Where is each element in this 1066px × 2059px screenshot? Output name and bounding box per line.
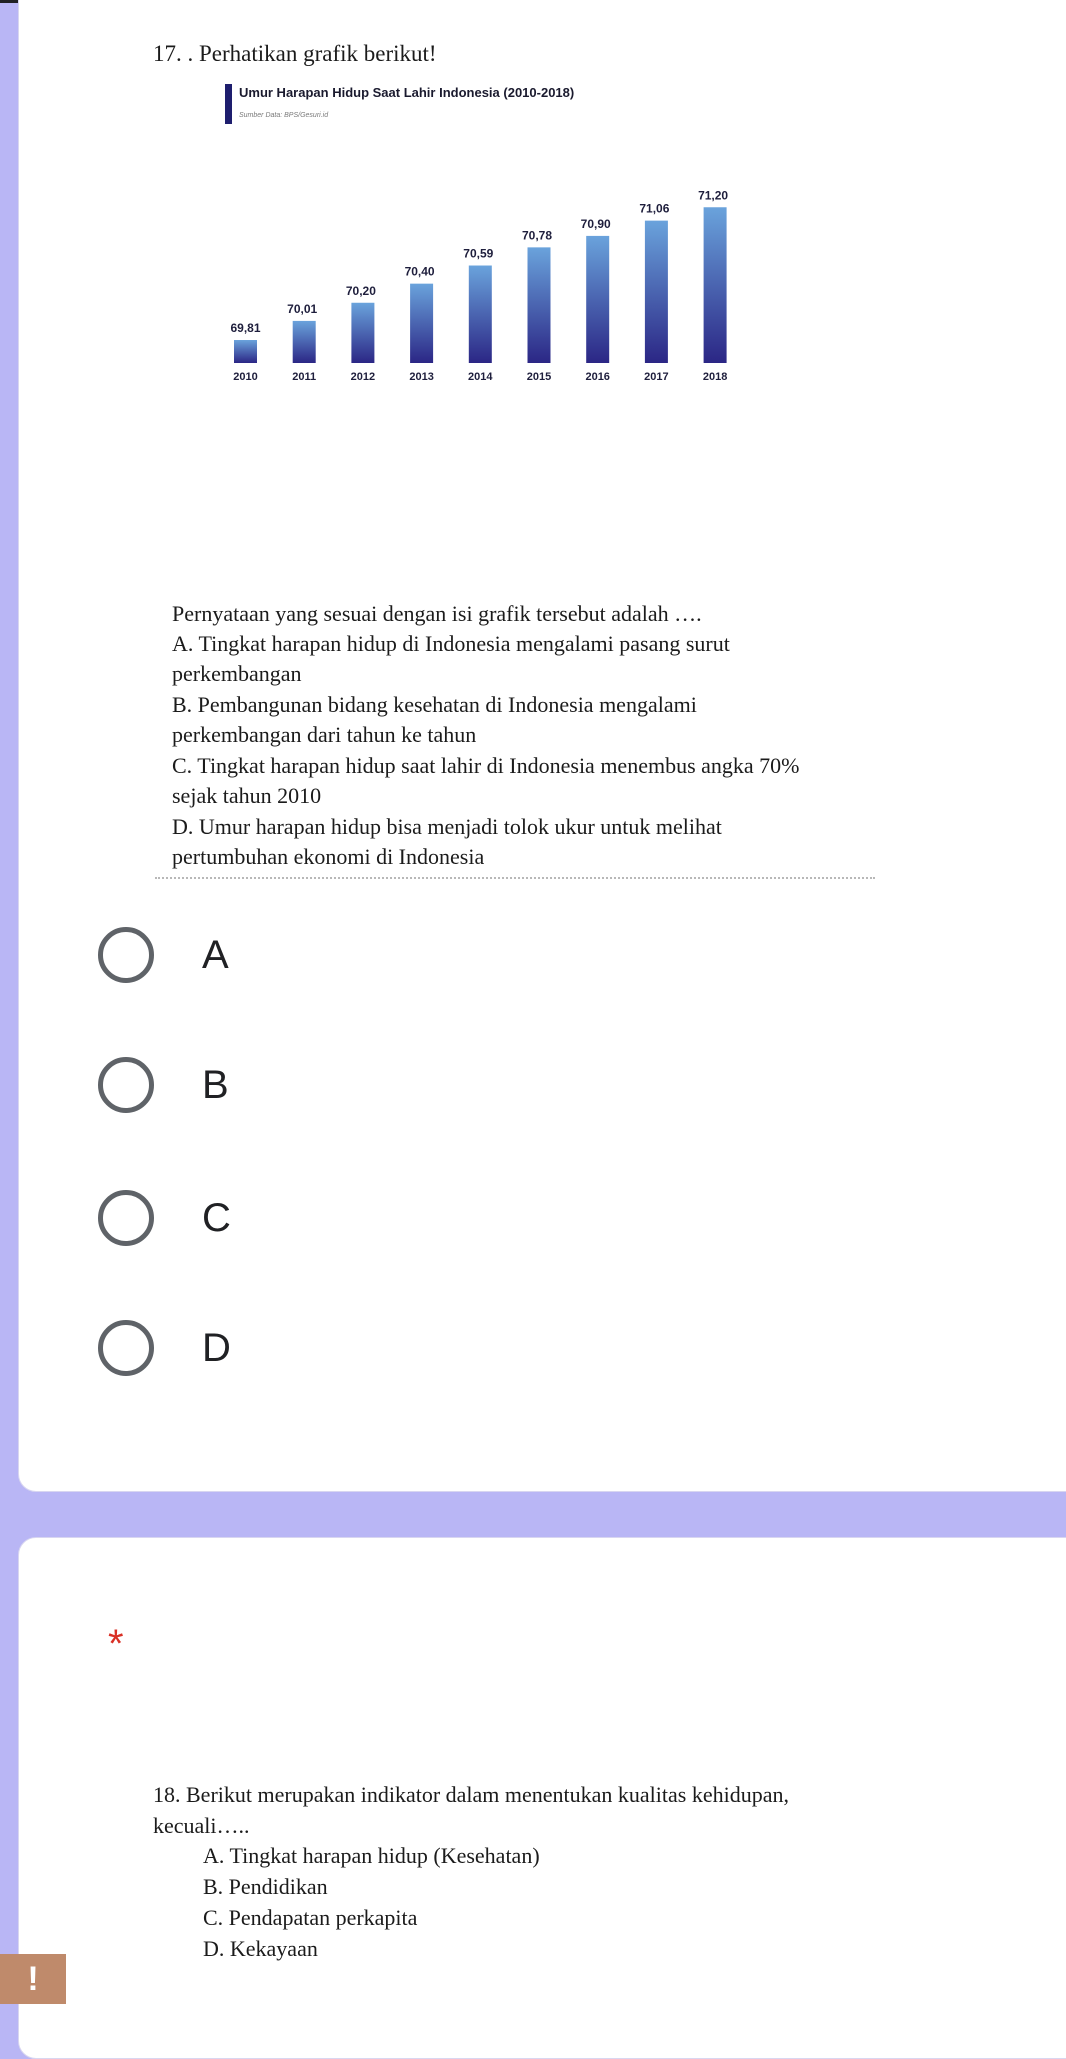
- statement-d-line1: D. Umur harapan hidup bisa menjadi tolok ukur untuk melihat: [172, 814, 722, 839]
- option-b-label: B: [202, 1063, 229, 1107]
- bar-2012: [351, 303, 374, 363]
- bar-2017: [645, 221, 668, 363]
- value-label-2016: 70,90: [580, 216, 611, 231]
- q18-choice-b: B. Pendidikan: [203, 1874, 328, 1899]
- bar-2011: [293, 321, 316, 363]
- statement-a-line1: A. Tingkat harapan hidup di Indonesia mengalami pasang surut: [172, 631, 730, 656]
- x-tick-2015: 2015: [526, 371, 552, 383]
- x-tick-2013: 2013: [409, 371, 434, 383]
- chart-title: Umur Harapan Hidup Saat Lahir Indonesia (2010-2018): [239, 85, 575, 100]
- x-tick-2010: 2010: [233, 371, 258, 383]
- bar-2013: [410, 284, 433, 363]
- option-a-label: A: [202, 933, 229, 977]
- radio-button-c[interactable]: [98, 1190, 154, 1246]
- statement-b-line2: perkembangan dari tahun ke tahun: [172, 722, 477, 747]
- option-d-label: D: [202, 1326, 231, 1370]
- bar-2014: [469, 266, 492, 363]
- radio-button-d[interactable]: [98, 1320, 154, 1376]
- value-label-2011: 70,01: [287, 301, 318, 316]
- question-17-prompt: Pernyataan yang sesuai dengan isi grafik tersebut adalah ….: [172, 601, 702, 626]
- cropped-text-line: [155, 877, 875, 879]
- value-label-2017: 71,06: [639, 201, 670, 216]
- radio-button-a[interactable]: [98, 927, 154, 983]
- x-tick-2012: 2012: [350, 371, 376, 383]
- bar-2015: [528, 247, 551, 363]
- x-tick-2016: 2016: [585, 371, 610, 383]
- option-c[interactable]: [98, 1190, 798, 1256]
- q18-choice-a: A. Tingkat harapan hidup (Kesehatan): [203, 1843, 540, 1868]
- q18-choice-d: D. Kekayaan: [203, 1936, 318, 1961]
- value-label-2018: 71,20: [698, 188, 729, 203]
- option-a[interactable]: [98, 927, 798, 993]
- question-18-heading-line1: 18. Berikut merupakan indikator dalam menentukan kualitas kehidupan,: [153, 1782, 789, 1807]
- q18-choice-c: C. Pendapatan perkapita: [203, 1905, 418, 1930]
- required-asterisk: *: [108, 1622, 124, 1666]
- x-tick-2017: 2017: [644, 371, 669, 383]
- question-17-heading: 17. . Perhatikan grafik berikut!: [153, 41, 437, 66]
- option-b[interactable]: [98, 1057, 798, 1123]
- x-tick-2014: 2014: [468, 371, 493, 383]
- statement-d-line2: pertumbuhan ekonomi di Indonesia: [172, 844, 485, 869]
- value-label-2015: 70,78: [521, 228, 553, 243]
- chart-title-accent: [225, 84, 232, 124]
- alert-badge-icon[interactable]: !: [0, 1954, 66, 2004]
- option-c-label: C: [202, 1196, 231, 1240]
- question-18-heading-line2: kecuali…..: [153, 1813, 250, 1838]
- x-tick-2018: 2018: [702, 371, 728, 383]
- bar-2010: [234, 340, 257, 363]
- statement-c-line1: C. Tingkat harapan hidup saat lahir di Indonesia menembus angka 70%: [172, 753, 800, 778]
- radio-button-b[interactable]: [98, 1057, 154, 1113]
- statement-b-line1: B. Pembangunan bidang kesehatan di Indonesia mengalami: [172, 692, 697, 717]
- value-label-2014: 70,59: [463, 246, 494, 261]
- value-label-2010: 69,81: [230, 321, 261, 335]
- value-label-2012: 70,20: [345, 283, 376, 298]
- bar-2018: [704, 207, 727, 363]
- bar-2016: [586, 236, 609, 363]
- statement-c-line2: sejak tahun 2010: [172, 783, 322, 808]
- life-expectancy-bar-chart: [225, 80, 765, 396]
- chart-source: Sumber Data: BPS/Gesuri.id: [239, 112, 329, 119]
- x-tick-2011: 2011: [292, 371, 317, 383]
- statement-a-line2: perkembangan: [172, 661, 302, 686]
- option-d[interactable]: [98, 1320, 798, 1386]
- value-label-2013: 70,40: [404, 264, 435, 279]
